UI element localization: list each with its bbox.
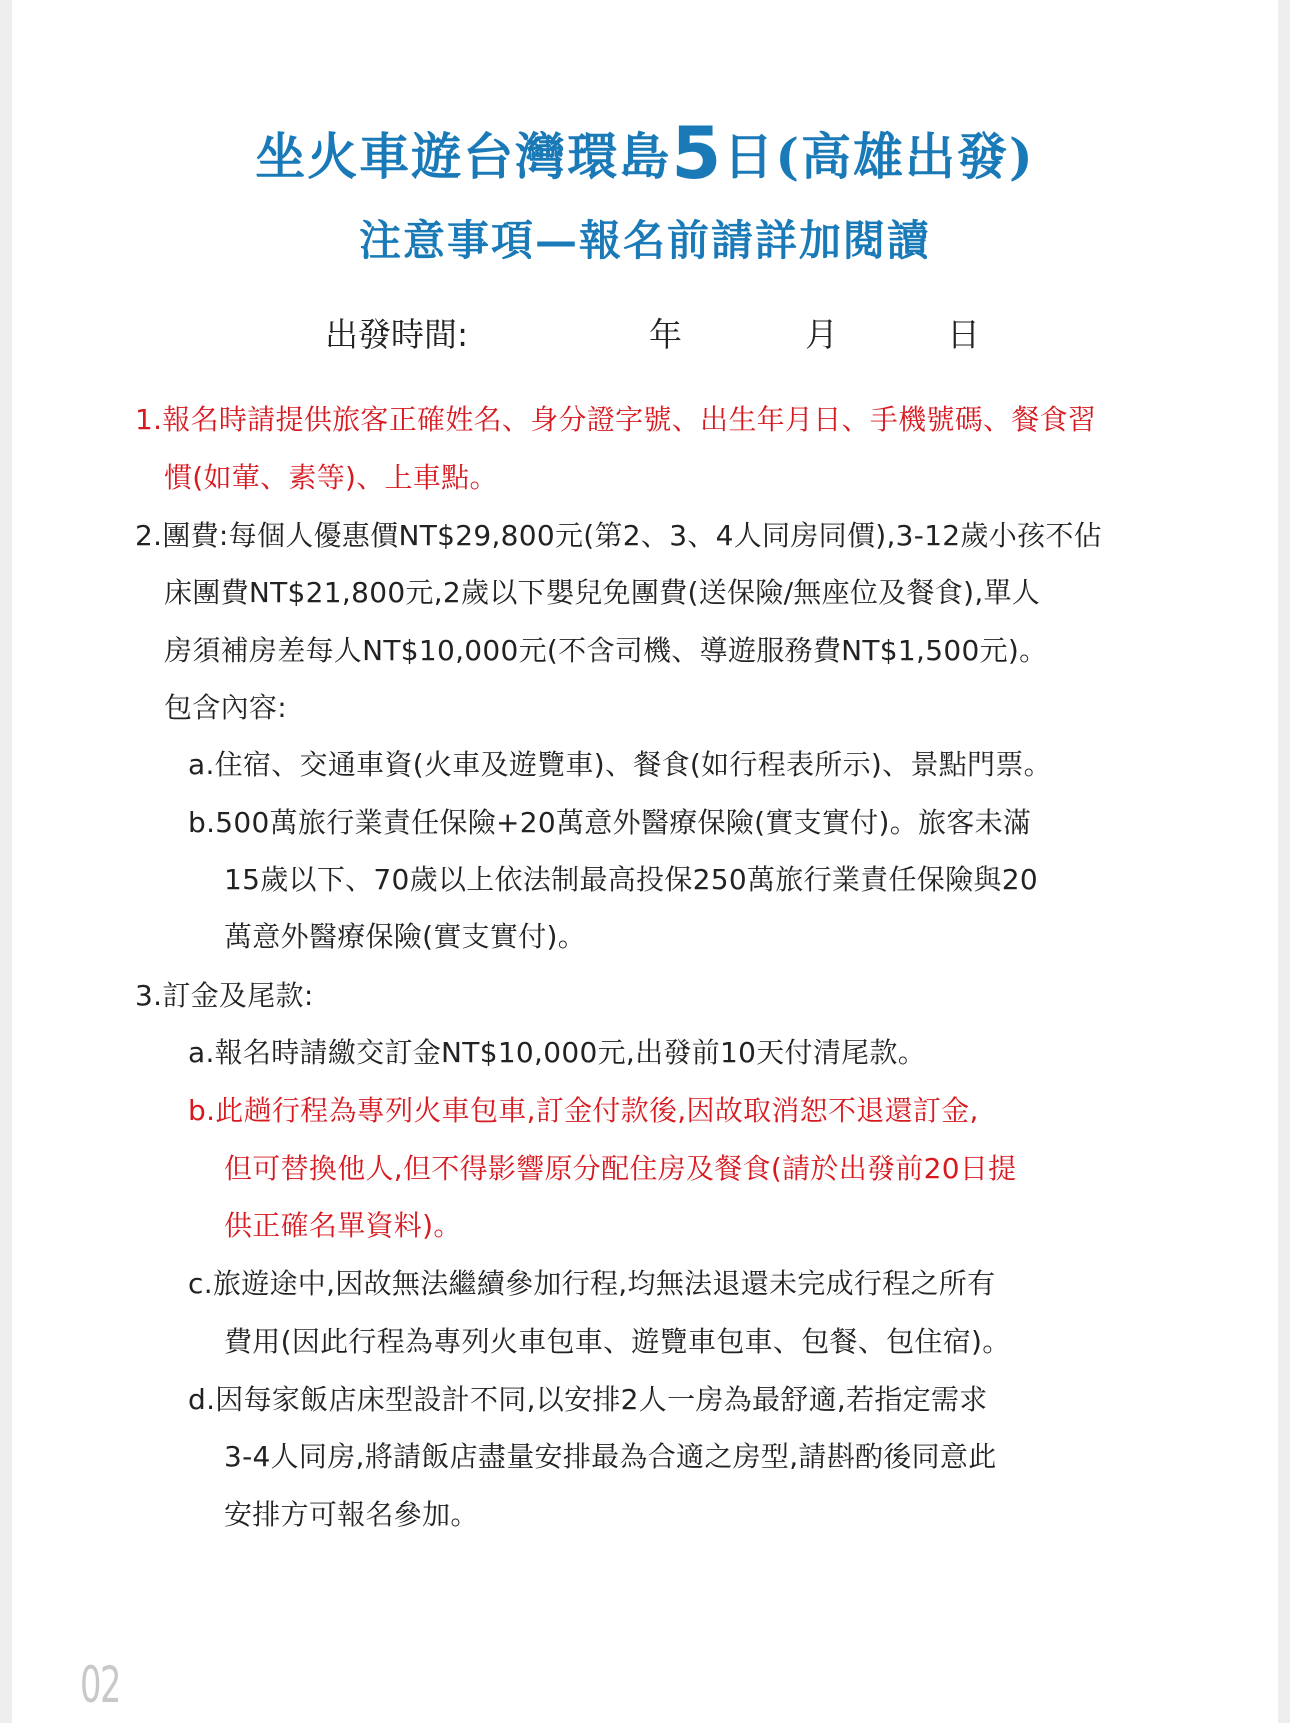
document-page [12, 0, 1278, 1723]
note-3c-line-2: 費用(因此行程為專列火車包車、遊覽車包車、包餐、包住宿)。 [224, 1325, 1011, 1358]
note-2b-line-1: b.500萬旅行業責任保險+20萬意外醫療保險(實支實付)。旅客未滿 [188, 806, 1032, 839]
note-3d-line-2: 3-4人同房,將請飯店盡量安排最為合適之房型,請斟酌後同意此 [224, 1440, 997, 1473]
title-days: 5 [671, 111, 724, 195]
note-2b-line-3: 萬意外醫療保險(實支實付)。 [224, 920, 587, 953]
note-3c-line-1: c.旅遊途中,因故無法繼續參加行程,均無法退還未完成行程之所有 [188, 1267, 996, 1300]
note-1-line-1: 1.報名時請提供旅客正確姓名、身分證字號、出生年月日、手機號碼、餐食習 [135, 403, 1097, 436]
note-1-line-2: 慣(如葷、素等)、上車點。 [164, 461, 498, 494]
note-2-line-2: 床團費NT$21,800元,2歲以下嬰兒免團費(送保險/無座位及餐食),單人 [164, 576, 1041, 609]
note-2-line-1: 2.團費:每個人優惠價NT$29,800元(第2、3、4人同房同價),3-12歲小孩不佔 [135, 519, 1102, 552]
note-3d-line-3: 安排方可報名參加。 [224, 1498, 479, 1531]
note-2a: a.住宿、交通車資(火車及遊覽車)、餐食(如行程表所示)、景點門票。 [188, 748, 1052, 781]
note-3b-line-1: b.此趟行程為專列火車包車,訂金付款後,因故取消恕不退還訂金, [188, 1094, 979, 1127]
page-subtitle: 注意事項—報名前請詳加閱讀 [358, 216, 931, 265]
departure-month: 月 [805, 315, 838, 354]
title-part2: 日(高雄出發) [723, 127, 1035, 186]
page-number: 02 [80, 1656, 120, 1714]
note-3b-line-2: 但可替換他人,但不得影響原分配住房及餐食(請於出發前20日提 [224, 1152, 1017, 1185]
note-3d-line-1: d.因每家飯店床型設計不同,以安排2人一房為最舒適,若指定需求 [188, 1383, 988, 1416]
note-2-line-3: 房須補房差每人NT$10,000元(不含司機、導遊服務費NT$1,500元)。 [164, 634, 1048, 667]
departure-label: 出發時間: [325, 315, 469, 354]
title-part1: 坐火車遊台灣環島 [255, 127, 672, 186]
note-2-include-label: 包含內容: [164, 691, 287, 724]
departure-year: 年 [649, 315, 682, 354]
note-2b-line-2: 15歲以下、70歲以上依法制最高投保250萬旅行業責任保險與20 [224, 863, 1038, 896]
note-3a: a.報名時請繳交訂金NT$10,000元,出發前10天付清尾款。 [188, 1036, 927, 1069]
note-3-title: 3.訂金及尾款: [135, 979, 314, 1012]
page-title [12, 111, 1278, 195]
departure-day: 日 [947, 315, 980, 354]
note-3b-line-3: 供正確名單資料)。 [224, 1209, 462, 1242]
